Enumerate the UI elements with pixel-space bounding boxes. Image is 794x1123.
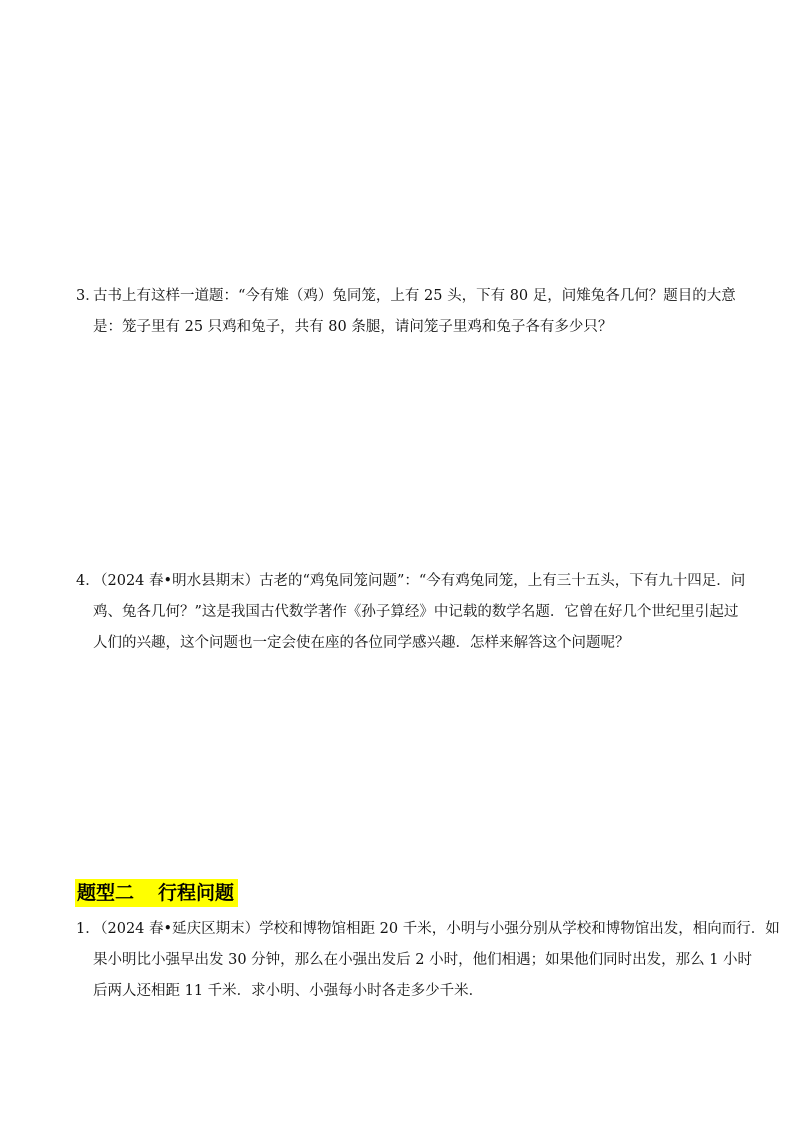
problem-text: 古书上有这样一道题：“今有雉（鸡）兔同笼，上有 25 头，下有 80 足，问雉兔各几何？题目的大意 — [93, 288, 736, 304]
section-heading — [75, 879, 238, 907]
problem-line: 鸡、兔各几何？”这是我国古代数学著作《孙子算经》中记载的数学名题．它曾在好几个世纪里引起过 — [93, 604, 739, 620]
problem-line — [76, 566, 746, 597]
problem-line — [76, 914, 780, 945]
problem-line — [76, 281, 736, 312]
problem-text: （2024 春•延庆区期末）学校和博物馆相距 20 千米，小明与小强分别从学校和博物馆出发，相向而行．如 — [93, 921, 780, 937]
section-label: 题型二 — [77, 882, 135, 904]
problem-line: 果小明比小强早出发 30 分钟，那么在小强出发后 2 小时，他们相遇；如果他们同时出发，那么 1 小时 — [93, 952, 753, 968]
problem-text: （2024 春•明水县期末）古老的“鸡兔同笼问题”：“今有鸡兔同笼，上有三十五头，下有九十四足．问 — [93, 573, 746, 589]
problem-4 — [76, 566, 746, 659]
problem-number: 4． — [76, 573, 100, 589]
problem-line: 后两人还相距 11 千米．求小明、小强每小时各走多少千米． — [93, 983, 484, 999]
problem-number: 3． — [76, 288, 100, 304]
problem-3 — [76, 281, 736, 343]
problem-line: 是：笼子里有 25 只鸡和兔子，共有 80 条腿，请问笼子里鸡和兔子各有多少只？ — [93, 319, 613, 335]
section2-problem-1 — [76, 914, 780, 1007]
section-title: 行程问题 — [158, 882, 235, 904]
problem-line: 人们的兴趣，这个问题也一定会使在座的各位同学感兴趣．怎样来解答这个问题呢？ — [93, 635, 630, 651]
problem-number: 1． — [76, 921, 100, 937]
